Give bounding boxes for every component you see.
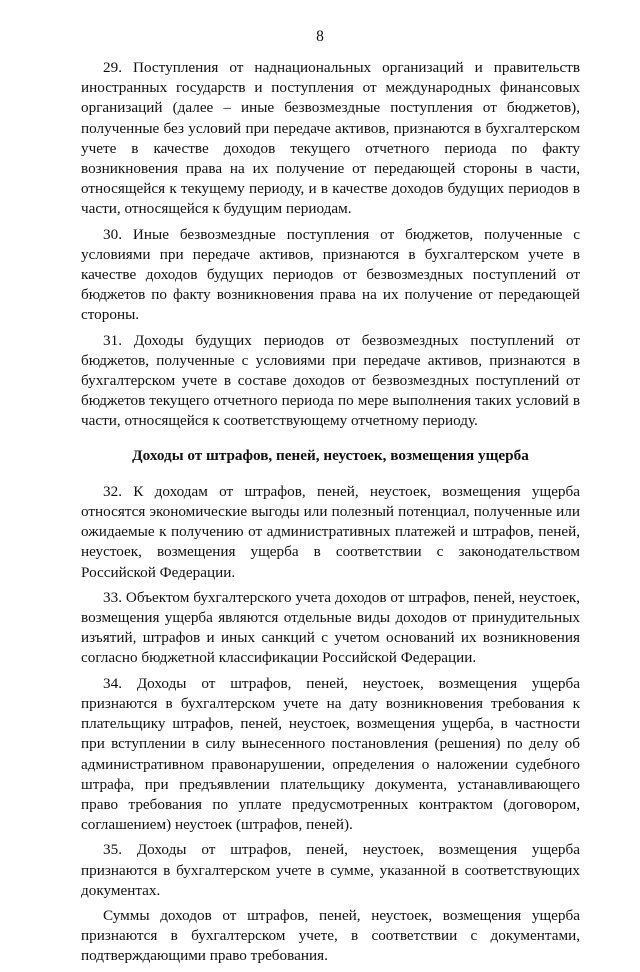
paragraph-29: 29. Поступления от наднациональных организаций и правительств иностранных государств и поступления от международных финансовых организаций (далее – иные безвозмездные поступления от бюджетов), полученные без условий при передаче активов, признаются в бухгалтерском учете в качестве доходов текущего отчетного периода по факту возникновения права на их получение от передающей стороны в части, относящейся к текущему периоду, и в качестве доходов будущих периодов в части, относящейся к будущим периодам.	[81, 59, 580, 218]
paragraph-30: 30. Иные безвозмездные поступления от бюджетов, полученные с условиями при передаче активов, признаются в бухгалтерском учете в качестве доходов будущих периодов от безвозмездных поступлений от бюджетов по факту возникновения права на их получение от передающей стороны.	[81, 225, 580, 324]
paragraph-33: 33. Объектом бухгалтерского учета доходов от штрафов, пеней, неустоек, возмещения ущерба являются отдельные виды доходов от принудительных изъятий, штрафов и иных санкций с учетом оснований их возникновения согласно бюджетной классификации Российской Федерации.	[81, 588, 580, 667]
paragraph-summary: Суммы доходов от штрафов, пеней, неустоек, возмещения ущерба признаются в бухгалтерском учете, в соответствии с документами, подтверждающими право требования.	[81, 906, 580, 965]
section-heading: Доходы от штрафов, пеней, неустоек, возмещения ущерба	[132, 446, 529, 464]
paragraph-34: 34. Доходы от штрафов, пеней, неустоек, возмещения ущерба признаются в бухгалтерском учете на дату возникновения требования к плательщику штрафов, пеней, неустоек, возмещения ущерба, в частности при вступлении в силу вынесенного постановления (решения) по делу об административном правонарушении, определения о наложении судебного штрафа, при предъявлении плательщику документа, устанавливающего право требования по уплате предусмотренных контрактом (договором, соглашением) неустоек (штрафов, пеней).	[81, 674, 580, 834]
page-number: 8	[316, 28, 324, 45]
paragraph-31: 31. Доходы будущих периодов от безвозмездных поступлений от бюджетов, полученные с условиями при передаче активов, признаются в бухгалтерском учете в составе доходов от безвозмездных поступлений от бюджетов текущего отчетного периода по мере выполнения таких условий в части, относящейся к соответствующему отчетному периоду.	[81, 331, 580, 430]
paragraph-32: 32. К доходам от штрафов, пеней, неустоек, возмещения ущерба относятся экономические выгоды или полезный потенциал, полученные или ожидаемые к получению от административных платежей и штрафов, пеней, неустоек, возмещения ущерба в соответствии с законодательством Российской Федерации.	[81, 482, 580, 581]
document-body	[81, 58, 580, 972]
paragraph-35: 35. Доходы от штрафов, пеней, неустоек, возмещения ущерба признаются в бухгалтерском учете в сумме, указанной в соответствующих документах.	[81, 841, 580, 899]
